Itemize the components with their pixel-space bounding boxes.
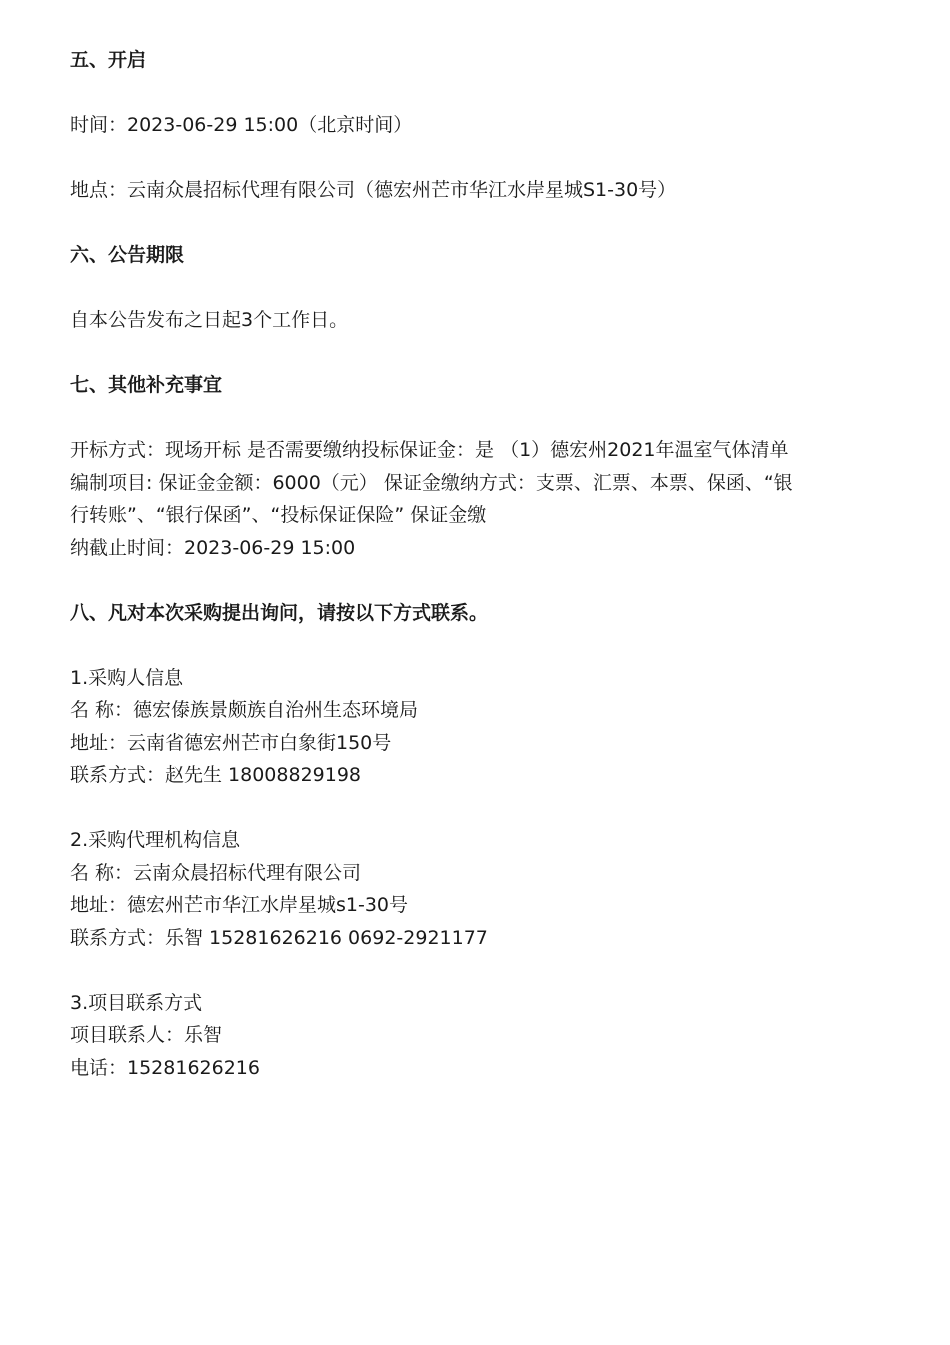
purchaser-name: 名 称：德宏傣族景颇族自治州生态环境局 — [70, 699, 419, 721]
purchaser-title: 1.采购人信息 — [70, 666, 184, 689]
agency-address: 地址：德宏州芒市华江水岸星城s1-30号 — [70, 894, 409, 916]
agency-contact: 联系方式：乐智 15281626216 0692-2921177 — [70, 926, 488, 949]
spacer — [70, 402, 880, 435]
purchaser-info — [70, 662, 880, 792]
agency-name: 名 称：云南众晨招标代理有限公司 — [70, 861, 362, 884]
spacer — [70, 629, 880, 662]
section-8-heading: 八、凡对本次采购提出询问，请按以下方式联系。 — [70, 601, 489, 624]
spacer — [70, 792, 880, 825]
spacer — [70, 954, 880, 987]
spacer — [70, 207, 880, 240]
section-5-heading: 五、开启 — [70, 49, 147, 71]
supplement-line: 行转账”、“银行保函”、“投标保证保险” 保证金缴 — [70, 504, 487, 526]
agency-title: 2.采购代理机构信息 — [70, 829, 241, 851]
supplement-line: 开标方式：现场开标 是否需要缴纳投标保证金：是 （1）德宏州2021年温室气体清单 — [70, 439, 789, 461]
purchaser-contact: 联系方式：赵先生 18008829198 — [70, 764, 362, 786]
purchaser-address: 地址：云南省德宏州芒市白象街150号 — [70, 731, 392, 754]
supplement-line: 编制项目: 保证金金额：6000（元） 保证金缴纳方式：支票、汇票、本票、保函、“银 — [70, 471, 793, 494]
supplement-line: 纳截止时间：2023-06-29 15:00 — [70, 536, 356, 559]
section-7-heading: 七、其他补充事宜 — [70, 374, 223, 396]
project-contact-info — [70, 987, 880, 1085]
section-6-heading: 六、公告期限 — [70, 244, 185, 266]
spacer — [70, 564, 880, 597]
spacer — [70, 77, 880, 110]
spacer — [70, 337, 880, 370]
project-contact-phone: 电话：15281626216 — [70, 1056, 260, 1079]
agency-info — [70, 824, 880, 954]
spacer — [70, 142, 880, 175]
opening-time: 时间：2023-06-29 15:00（北京时间） — [70, 114, 413, 136]
spacer — [70, 272, 880, 305]
project-contact-person: 项目联系人：乐智 — [70, 1024, 223, 1046]
project-contact-title: 3.项目联系方式 — [70, 991, 203, 1014]
opening-place: 地点：云南众晨招标代理有限公司（德宏州芒市华江水岸星城S1-30号） — [70, 179, 677, 201]
announcement-period: 自本公告发布之日起3个工作日。 — [70, 309, 349, 331]
